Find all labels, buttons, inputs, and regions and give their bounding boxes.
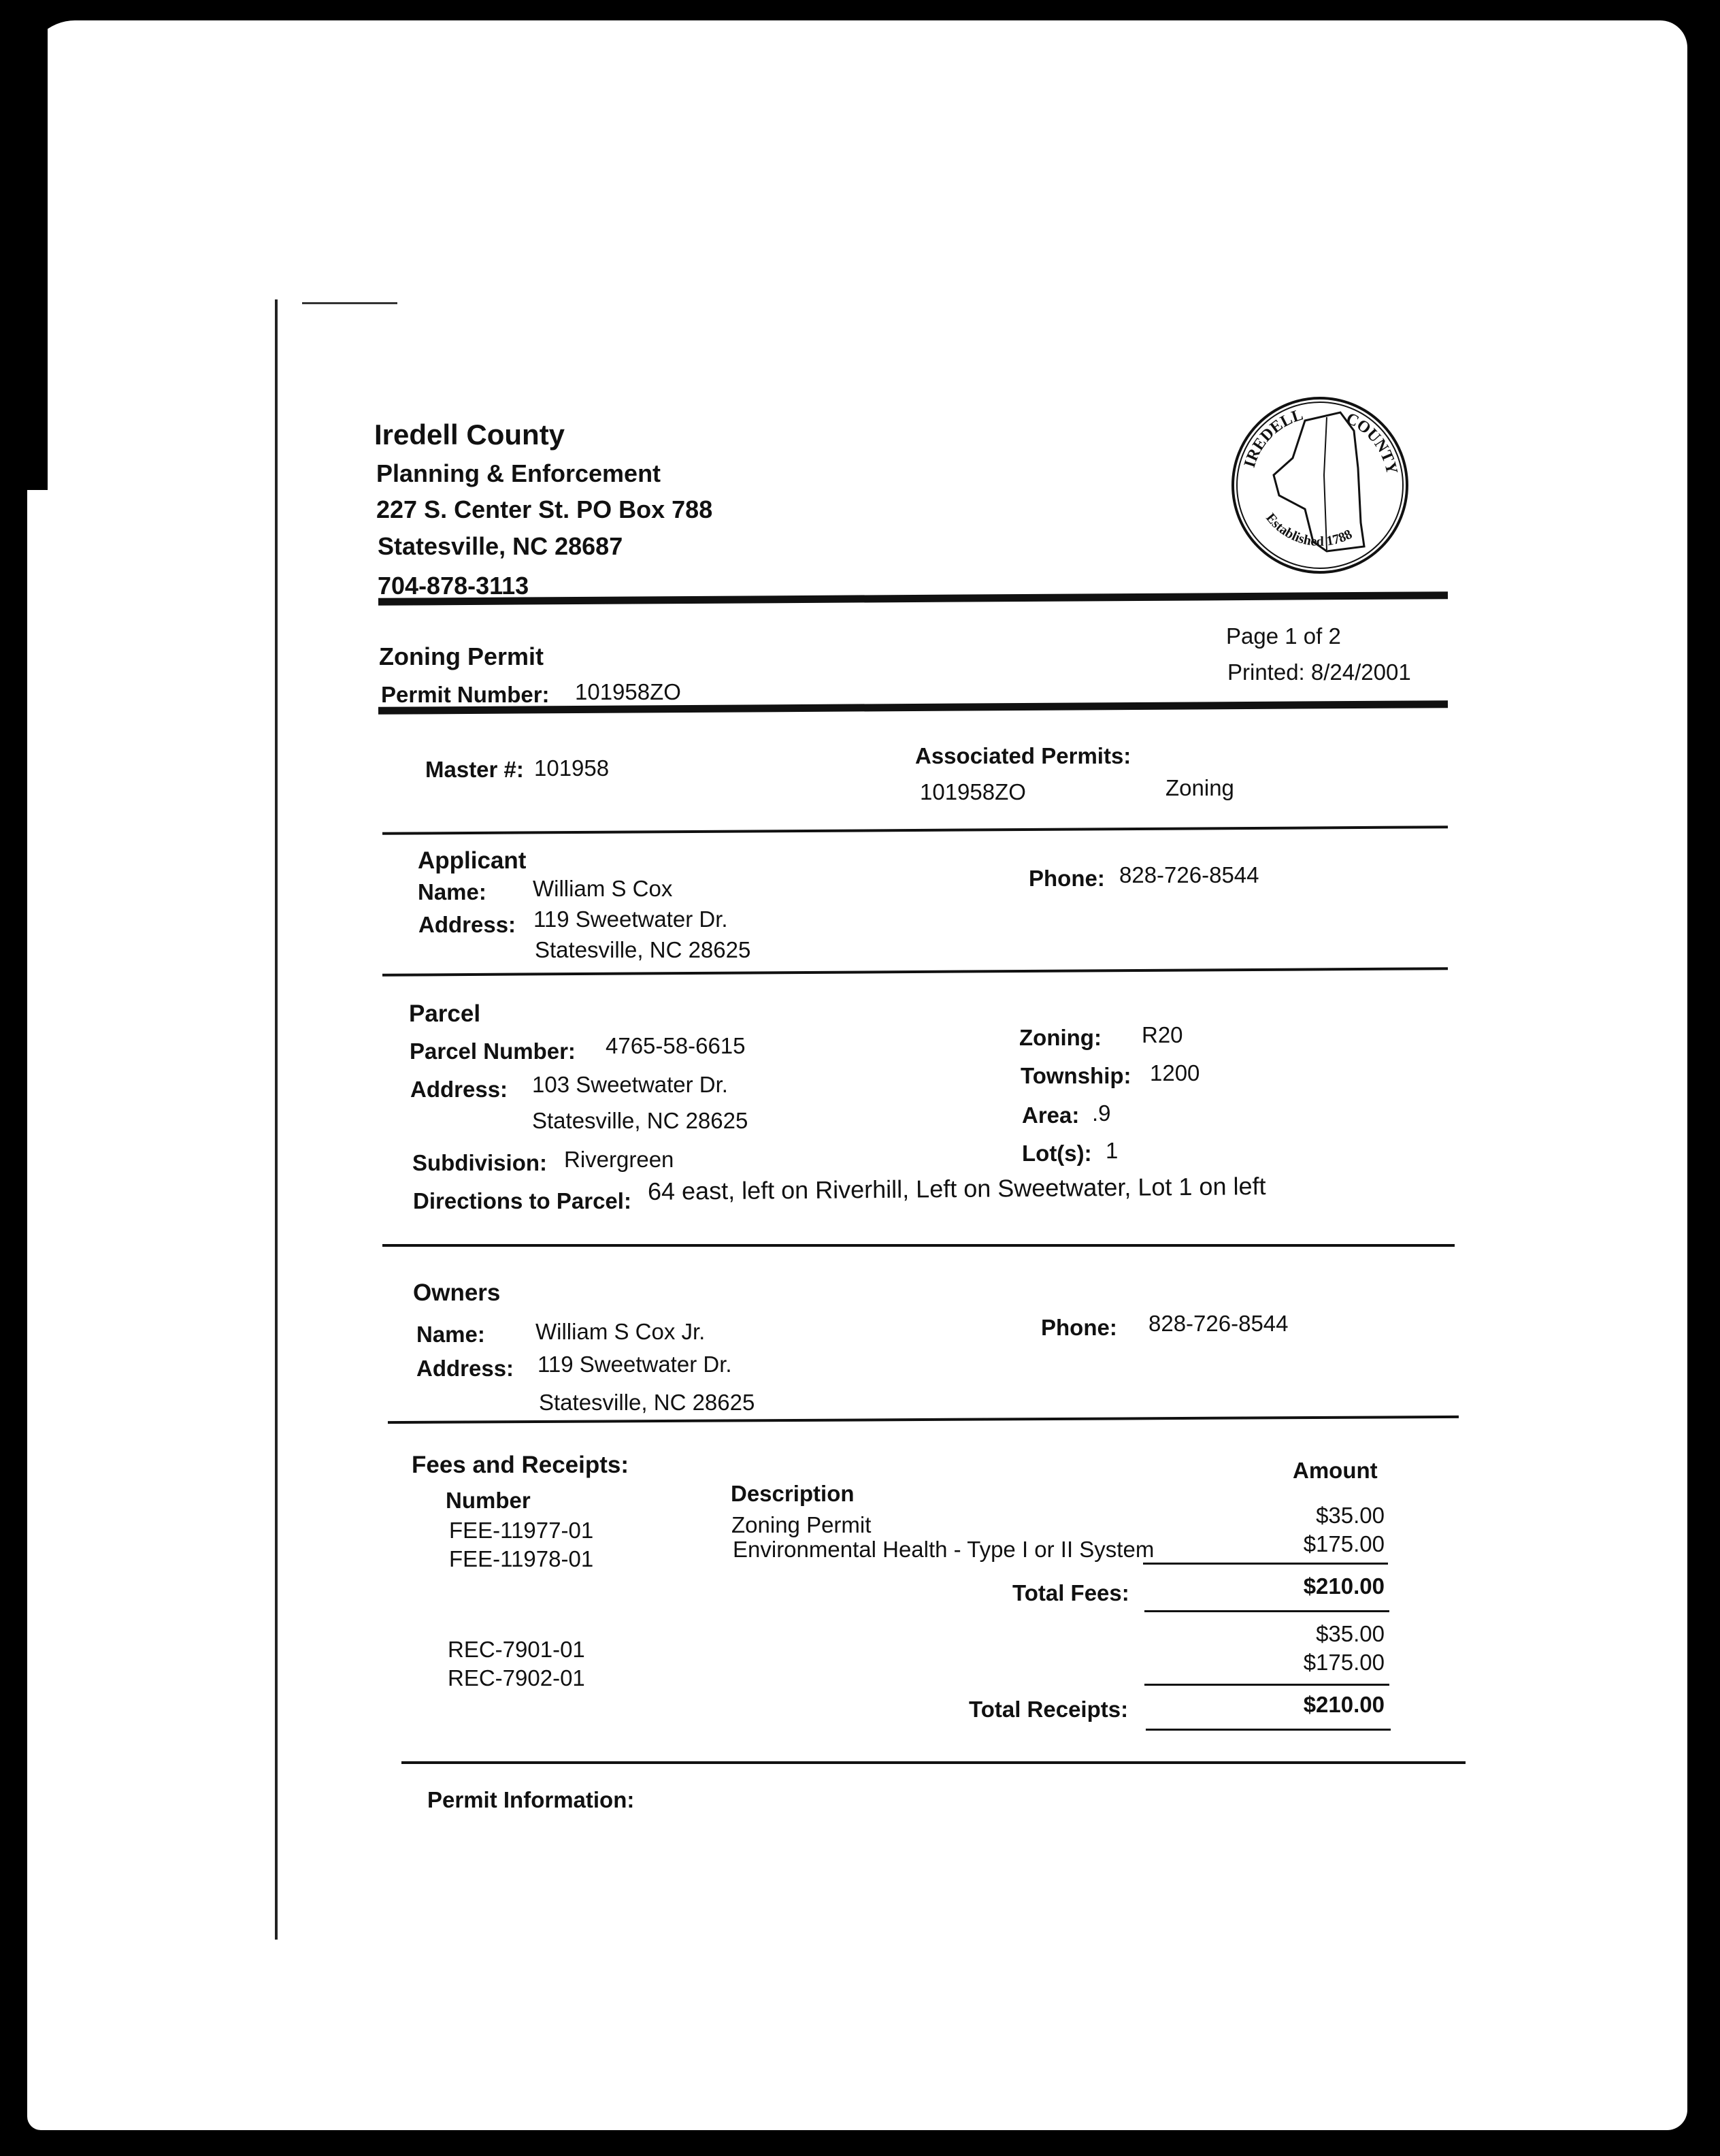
dept-name: Planning & Enforcement — [376, 459, 661, 487]
fees-col-amount: Amount — [1293, 1458, 1378, 1483]
fee-number: FEE-11978-01 — [449, 1546, 594, 1571]
applicant-address-label: Address: — [418, 912, 516, 937]
receipt-amount: $175.00 — [1303, 1650, 1385, 1675]
township: 1200 — [1150, 1060, 1200, 1085]
associated-permit-type: Zoning — [1165, 775, 1234, 800]
township-label: Township: — [1021, 1063, 1131, 1088]
total-receipts: $210.00 — [1303, 1692, 1385, 1717]
area-label: Area: — [1022, 1102, 1080, 1128]
permit-information-heading: Permit Information: — [427, 1787, 635, 1812]
subdivision: Rivergreen — [564, 1147, 674, 1172]
permit-number-label: Permit Number: — [381, 682, 550, 707]
applicant-heading: Applicant — [418, 847, 527, 874]
total-fees: $210.00 — [1303, 1573, 1385, 1599]
fee-description: Zoning Permit — [731, 1512, 872, 1537]
receipt-number: REC-7902-01 — [448, 1665, 585, 1690]
fee-amount: $35.00 — [1316, 1503, 1385, 1528]
owner-address-line1: 119 Sweetwater Dr. — [538, 1352, 732, 1377]
org-address-line2: Statesville, NC 28687 — [378, 532, 623, 560]
svg-text:Established 1788: Established 1788 — [1263, 510, 1355, 549]
total-fees-underline — [1144, 1610, 1389, 1612]
owner-address-label: Address: — [416, 1356, 514, 1381]
fees-col-description: Description — [731, 1481, 855, 1506]
scan-mark — [302, 302, 397, 304]
applicant-name-label: Name: — [418, 879, 486, 904]
parcel-address-label: Address: — [410, 1077, 508, 1102]
directions-label: Directions to Parcel: — [413, 1188, 631, 1213]
area: .9 — [1092, 1100, 1111, 1126]
scan-margin-line — [275, 299, 278, 1940]
printed-date: Printed: 8/24/2001 — [1227, 659, 1411, 685]
parcel-number-label: Parcel Number: — [410, 1039, 576, 1064]
owner-address-line2: Statesville, NC 28625 — [539, 1390, 755, 1415]
org-phone: 704-878-3113 — [378, 572, 529, 600]
owner-name-label: Name: — [416, 1322, 485, 1347]
fees-heading: Fees and Receipts: — [412, 1452, 629, 1478]
parcel-heading: Parcel — [409, 1000, 481, 1027]
fee-amount: $175.00 — [1303, 1531, 1385, 1556]
total-fees-label: Total Fees: — [1012, 1580, 1129, 1605]
fees-col-number: Number — [446, 1488, 531, 1513]
applicant-phone: 828-726-8544 — [1119, 862, 1259, 887]
parcel-number: 4765-58-6615 — [606, 1033, 746, 1058]
page-indicator: Page 1 of 2 — [1226, 623, 1341, 649]
divider — [401, 1761, 1466, 1764]
associated-permits-label: Associated Permits: — [915, 743, 1131, 768]
zoning-label: Zoning: — [1019, 1025, 1102, 1050]
parcel-address-line1: 103 Sweetwater Dr. — [532, 1072, 728, 1097]
total-receipts-underline — [1146, 1729, 1391, 1731]
applicant-name: William S Cox — [533, 876, 673, 901]
divider — [382, 1244, 1455, 1247]
lots: 1 — [1106, 1138, 1119, 1163]
lots-label: Lot(s): — [1022, 1141, 1092, 1166]
fee-description: Environmental Health - Type I or II System — [733, 1537, 1155, 1562]
parcel-address-line2: Statesville, NC 28625 — [532, 1108, 748, 1133]
subdivision-label: Subdivision: — [412, 1150, 547, 1175]
org-address-line1: 227 S. Center St. PO Box 788 — [376, 495, 713, 523]
receipt-amount: $35.00 — [1316, 1621, 1385, 1646]
svg-text:COUNTY: COUNTY — [1343, 409, 1401, 476]
svg-text:IREDELL: IREDELL — [1240, 406, 1306, 470]
permit-number: 101958ZO — [575, 679, 681, 704]
fee-number: FEE-11977-01 — [449, 1518, 594, 1543]
directions: 64 east, left on Riverhill, Left on Sweetwater, Lot 1 on left — [647, 1172, 1266, 1205]
owner-phone-label: Phone: — [1041, 1315, 1117, 1340]
owner-name: William S Cox Jr. — [535, 1319, 706, 1344]
org-name: Iredell County — [374, 419, 565, 451]
master-label: Master #: — [425, 757, 524, 782]
total-fees-rule — [1143, 1563, 1388, 1565]
applicant-address-line1: 119 Sweetwater Dr. — [533, 906, 728, 932]
associated-permit-number: 101958ZO — [920, 779, 1026, 804]
applicant-address-line2: Statesville, NC 28625 — [535, 937, 751, 962]
scan-edge — [0, 0, 48, 490]
permit-title: Zoning Permit — [379, 642, 544, 670]
county-seal-logo — [1225, 393, 1415, 577]
owners-heading: Owners — [413, 1279, 501, 1306]
total-receipts-rule — [1144, 1684, 1389, 1686]
owner-phone: 828-726-8544 — [1148, 1311, 1289, 1336]
total-receipts-label: Total Receipts: — [969, 1697, 1129, 1722]
master-number: 101958 — [534, 755, 610, 781]
zoning: R20 — [1142, 1022, 1183, 1047]
receipt-number: REC-7901-01 — [448, 1637, 585, 1662]
applicant-phone-label: Phone: — [1029, 866, 1105, 891]
